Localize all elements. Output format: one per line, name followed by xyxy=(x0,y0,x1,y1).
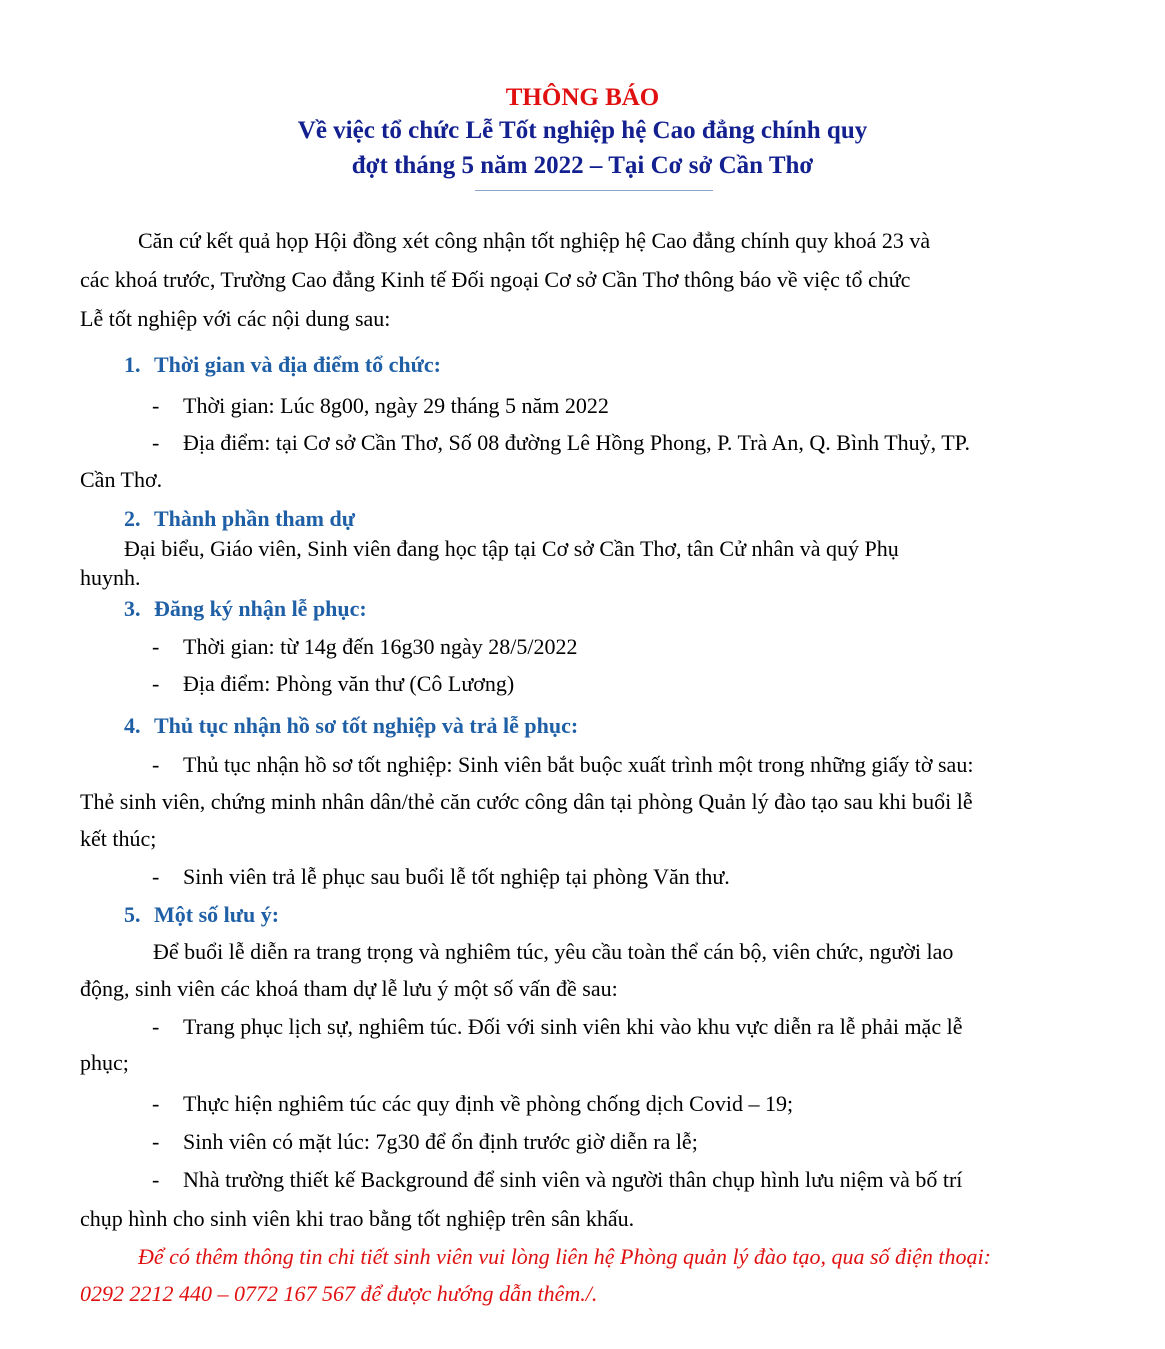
section-3-heading xyxy=(124,596,367,622)
section-5-item-3: Sinh viên có mặt lúc: 7g30 để ổn định trước giờ diễn ra lễ; xyxy=(183,1129,698,1154)
section-5-body-line-1: Để buổi lễ diễn ra trang trọng và nghiêm túc, yêu cầu toàn thể cán bộ, viên chức, người lao xyxy=(153,939,954,964)
section-2-body-line-2: huynh. xyxy=(80,565,141,590)
section-5-heading xyxy=(124,902,279,928)
section-1-item-2: Địa điểm: tại Cơ sở Cần Thơ, Số 08 đường Lê Hồng Phong, P. Trà An, Q. Bình Thuỷ, TP. xyxy=(183,430,970,455)
section-5-item-4-cont: chụp hình cho sinh viên khi trao bằng tốt nghiệp trên sân khấu. xyxy=(80,1206,635,1231)
section-5-item-1-cont: phục; xyxy=(80,1050,129,1075)
section-3-item-1: Thời gian: từ 14g đến 16g30 ngày 28/5/2022 xyxy=(183,634,578,659)
dash-bullet: - xyxy=(152,393,160,418)
section-5-item-1: Trang phục lịch sự, nghiêm túc. Đối với sinh viên khi vào khu vực diễn ra lễ phải mặc lễ xyxy=(183,1014,963,1039)
dash-bullet: - xyxy=(152,1129,160,1154)
section-2-number: 2. xyxy=(124,506,141,531)
section-4-item-2: Sinh viên trả lễ phục sau buổi lễ tốt nghiệp tại phòng Văn thư. xyxy=(183,864,730,889)
section-1-item-1: Thời gian: Lúc 8g00, ngày 29 tháng 5 năm 2022 xyxy=(183,393,609,418)
dash-bullet: - xyxy=(152,1091,160,1116)
section-2-heading xyxy=(124,506,355,532)
section-5-number: 5. xyxy=(124,902,141,927)
section-5-item-2: Thực hiện nghiêm túc các quy định về phòng chống dịch Covid – 19; xyxy=(183,1091,794,1116)
dash-bullet: - xyxy=(152,430,160,455)
notice-subtitle-line-2: đợt tháng 5 năm 2022 – Tại Cơ sở Cần Thơ xyxy=(351,152,814,179)
intro-line-3: Lễ tốt nghiệp với các nội dung sau: xyxy=(80,306,391,331)
section-5-item-4: Nhà trường thiết kế Background để sinh viên và người thân chụp hình lưu niệm và bố trí xyxy=(183,1167,963,1192)
dash-bullet: - xyxy=(152,1014,160,1039)
section-2-title: Thành phần tham dự xyxy=(154,506,355,531)
dash-bullet: - xyxy=(152,1167,160,1192)
section-1-heading xyxy=(124,352,441,378)
section-5-title: Một số lưu ý: xyxy=(154,902,280,927)
section-3-title: Đăng ký nhận lễ phục: xyxy=(154,596,367,621)
intro-line-1: Căn cứ kết quả họp Hội đồng xét công nhận tốt nghiệp hệ Cao đẳng chính quy khoá 23 và xyxy=(138,228,931,253)
section-3-number: 3. xyxy=(124,596,141,621)
notice-subtitle-line-1: Về việc tổ chức Lễ Tốt nghiệp hệ Cao đẳng chính quy xyxy=(297,117,868,144)
section-2-body-line-1: Đại biểu, Giáo viên, Sinh viên đang học tập tại Cơ sở Cần Thơ, tân Cử nhân và quý Phụ xyxy=(124,536,899,561)
intro-line-2: các khoá trước, Trường Cao đẳng Kinh tế Đối ngoại Cơ sở Cần Thơ thông báo về việc tổ chức xyxy=(80,267,911,292)
section-4-item-1-cont-1: Thẻ sinh viên, chứng minh nhân dân/thẻ căn cước công dân tại phòng Quản lý đào tạo sau khi buổi lễ xyxy=(80,789,973,814)
section-4-heading xyxy=(124,713,578,739)
notice-title: THÔNG BÁO xyxy=(505,84,660,111)
dash-bullet: - xyxy=(152,864,160,889)
section-4-title: Thủ tục nhận hồ sơ tốt nghiệp và trả lễ phục: xyxy=(154,713,579,738)
footer-note-line-1: Để có thêm thông tin chi tiết sinh viên vui lòng liên hệ Phòng quản lý đào tạo, qua số điện thoại: xyxy=(138,1244,991,1269)
dash-bullet: - xyxy=(152,752,160,777)
section-4-item-1-cont-2: kết thúc; xyxy=(80,826,157,851)
section-1-title: Thời gian và địa điểm tổ chức: xyxy=(154,352,441,377)
footer-note-line-2: 0292 2212 440 – 0772 167 567 để được hướng dẫn thêm./. xyxy=(80,1281,598,1306)
section-1-item-2-cont: Cần Thơ. xyxy=(80,467,163,492)
title-underline xyxy=(475,190,713,191)
section-4-number: 4. xyxy=(124,713,141,738)
section-1-number: 1. xyxy=(124,352,141,377)
section-4-item-1: Thủ tục nhận hồ sơ tốt nghiệp: Sinh viên bắt buộc xuất trình một trong những giấy tờ sau: xyxy=(183,752,974,777)
section-3-item-2: Địa điểm: Phòng văn thư (Cô Lương) xyxy=(183,671,515,696)
section-5-body-line-2: động, sinh viên các khoá tham dự lễ lưu ý một số vấn đề sau: xyxy=(80,976,618,1001)
dash-bullet: - xyxy=(152,671,160,696)
dash-bullet: - xyxy=(152,634,160,659)
